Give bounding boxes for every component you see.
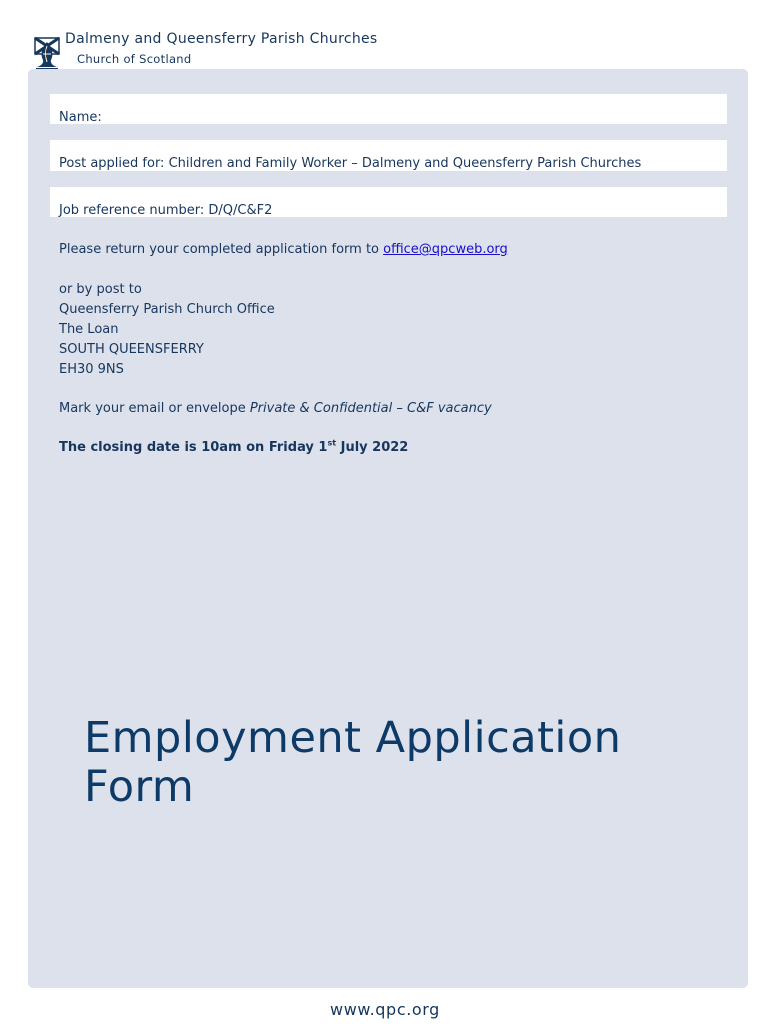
org-name: Dalmeny and Queensferry Parish Churches [65,31,378,47]
name-field-box[interactable] [50,94,727,124]
church-of-scotland-logo-icon [33,36,61,72]
return-email-link[interactable]: office@qpcweb.org [383,242,508,257]
mark-envelope-note [59,399,492,419]
return-instructions [59,240,508,260]
return-prefix: Please return your completed application form to [59,242,384,257]
mark-prefix: Mark your email or envelope [59,401,250,416]
address-line-4: EH30 9NS [59,362,124,377]
post-intro: or by post to [59,282,142,297]
address-line-2: The Loan [59,322,119,337]
address-line-1: Queensferry Parish Church Office [59,302,275,317]
title-line-2: Form [84,762,195,812]
closing-date [59,438,408,458]
closing-suffix: July 2022 [336,440,409,455]
mark-italic: Private & Confidential – C&F vacancy [249,401,492,416]
job-reference-label: Job reference number: D/Q/C&F2 [59,203,273,218]
address-line-3: SOUTH QUEENSFERRY [59,342,204,357]
closing-sup: st [327,438,337,448]
title-line-1: Employment Application [84,713,622,763]
footer-url[interactable]: www.qpc.org [330,1000,440,1019]
document-title [84,714,621,812]
closing-prefix: The closing date is 10am on Friday 1 [59,440,328,455]
org-subtitle: Church of Scotland [77,52,192,66]
post-applied-label: Post applied for: Children and Family Worker – Dalmeny and Queensferry Parish Churches [59,156,642,171]
name-label: Name: [59,110,102,125]
